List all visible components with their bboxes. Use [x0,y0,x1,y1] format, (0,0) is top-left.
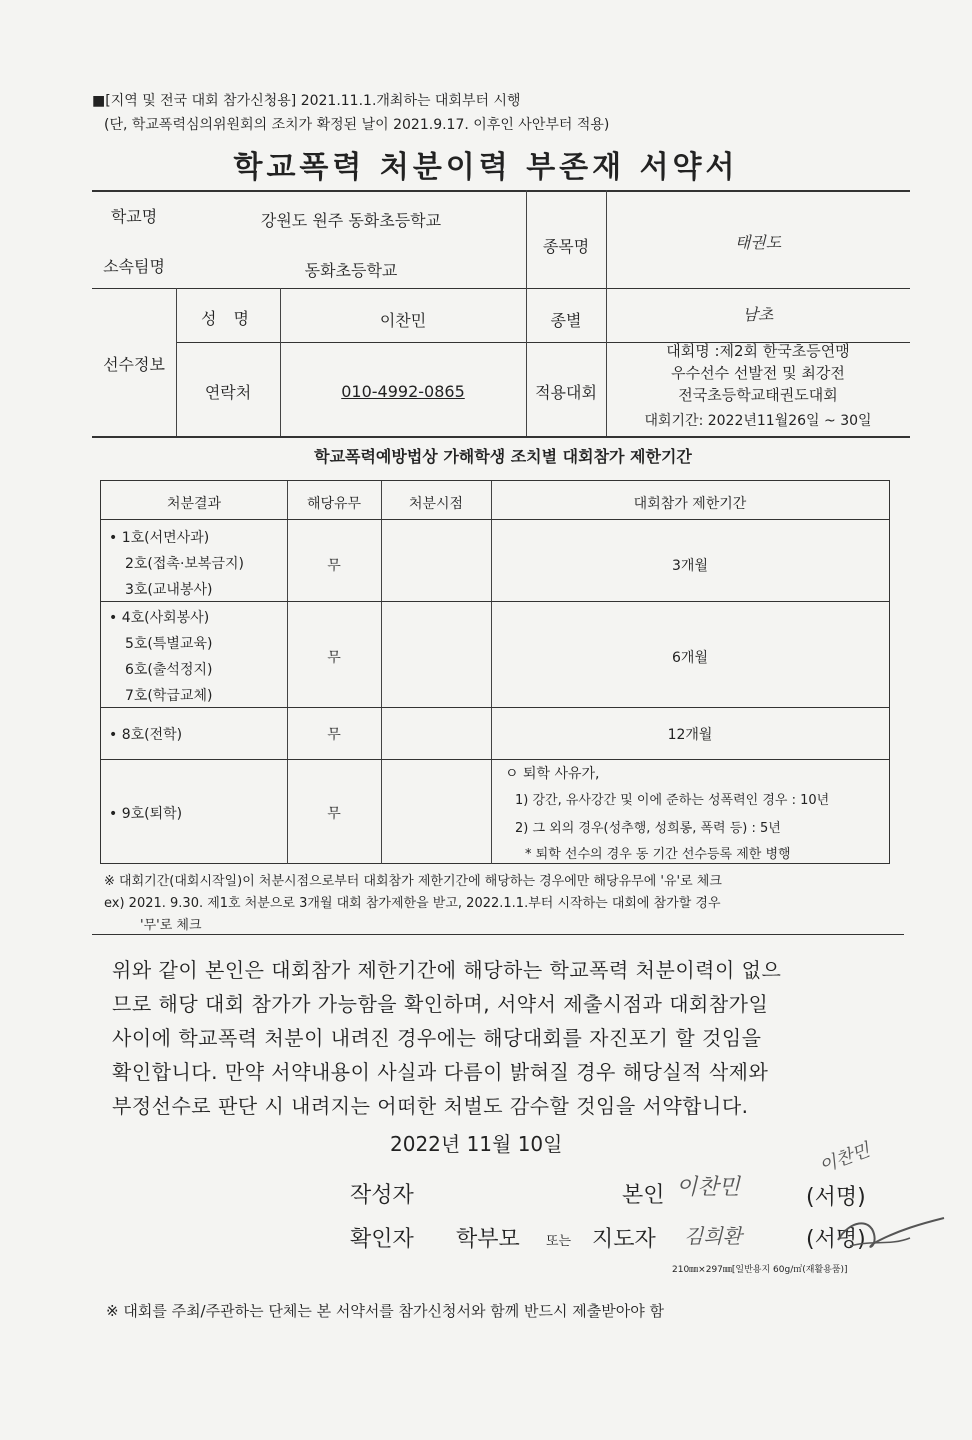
divider [381,481,382,864]
col-header-time: 처분시점 [408,496,464,512]
name-label: 성 명 [201,309,255,328]
document-title: 학교폭력 처분이력 부존재 서약서 [233,150,739,185]
status-cell: 무 [327,806,341,822]
event-period: 대회기간: 2022년11월26일 ~ 30일 [644,413,872,429]
notice-line-1: ■[지역 및 전국 대회 참가신청용] 2021.11.1.개최하는 대회부터 시행 [92,93,521,109]
event-name-line-2: 우수선수 선발전 및 최강전 [671,364,845,382]
sanction-item: • 1호(서면사과) [109,530,210,546]
sanction-item: 5호(특별교육) [125,636,213,652]
pledge-line: 부정선수로 판단 시 내려지는 어떠한 처벌도 감수할 것임을 서약합니다. [112,1094,749,1118]
sport-value: 태권도 [734,233,782,252]
col-header-result: 처분결과 [166,496,222,512]
limit-line: 2) 그 외의 경우(성추행, 성희롱, 폭력 등) : 5년 [515,821,781,836]
col-header-limit: 대회참가 제한기간 [633,496,747,512]
team-value: 동화초등학교 [304,261,398,280]
status-cell: 무 [327,558,341,574]
divider [92,436,910,438]
signature-scribble [830,1210,950,1256]
author-label: 작성자 [350,1183,414,1208]
sanction-item: • 8호(전학) [109,727,183,743]
limit-line: ㅇ 퇴학 사유가, [505,766,600,782]
status-cell: 무 [327,650,341,666]
limit-cell: 3개월 [672,558,708,574]
pledge-line: 위와 같이 본인은 대회참가 제한기간에 해당하는 학교폭력 처분이력이 없으 [112,958,782,982]
col-header-status: 해당유무 [306,496,362,512]
self-label: 본인 [622,1183,665,1208]
notice-line-2: (단, 학교폭력심의위원회의 조치가 확정된 날이 2021.9.17. 이후인 사안부터 적용) [104,117,610,133]
divider [101,519,889,520]
pledge-line: 사이에 학교폭력 처분이 내려진 경우에는 해당대회를 자진포기 할 것임을 [112,1026,762,1050]
limit-cell: 12개월 [667,727,713,743]
pledge-line: 확인합니다. 만약 서약내용이 사실과 다름이 밝혀질 경우 해당실적 삭제와 [112,1060,769,1084]
team-label: 소속팀명 [103,257,165,276]
divider [491,481,492,864]
divider [101,759,889,760]
limit-cell: 6개월 [672,650,708,666]
sign-label: (서명) [806,1185,866,1210]
divider [101,707,889,708]
table-subtitle: 학교폭력예방법상 가해학생 조치별 대회참가 제한기간 [314,447,692,466]
divider [92,934,904,935]
status-cell: 무 [327,727,341,743]
pledge-date: 2022년 11월 10일 [390,1132,563,1156]
parent-label: 학부모 [456,1227,520,1252]
self-handwritten-name: 이찬민 [676,1175,740,1200]
sanction-item: 6호(출석정지) [125,662,213,678]
or-label: 또는 [546,1234,572,1249]
sanction-item: 3호(교내봉사) [125,582,213,598]
school-label: 학교명 [110,207,158,226]
contact-label: 연락처 [204,383,252,402]
event-name-line-3: 전국초등학교태권도대회 [678,386,838,404]
school-value: 강원도 원주 동화초등학교 [260,211,442,230]
note-line-1: ※ 대회기간(대회시작일)이 처분시점으로부터 대회참가 제한기간에 해당하는 경우에만 해당유무에 '유'로 체크 [104,874,722,889]
coach-label: 지도자 [592,1227,656,1252]
gender-value: 남초 [742,305,774,324]
confirm-label: 확인자 [350,1227,414,1252]
event-label: 적용대회 [535,383,597,402]
name-value: 이찬민 [379,311,427,330]
pledge-line: 므로 해당 대회 참가가 가능함을 확인하며, 서약서 제출시점과 대회참가일 [112,992,769,1016]
note-line-2: ex) 2021. 9.30. 제1호 처분으로 3개월 대회 참가제한을 받고, 2022.1.1.부터 시작하는 대회에 참가할 경우 [104,896,721,911]
signature-mark: 이찬민 [816,1139,873,1178]
paper-spec: 210㎜×297㎜[일반용지 60g/㎡(재활용품)] [672,1265,848,1275]
player-info-label: 선수정보 [103,355,165,374]
coach-handwritten-name: 김희환 [684,1224,742,1248]
divider [92,288,910,289]
sanction-item: 2호(접촉·보복금지) [125,556,244,572]
limit-line: 1) 강간, 유사강간 및 이에 준하는 성폭력인 경우 : 10년 [515,793,830,808]
sanction-item: • 4호(사회봉사) [109,610,210,626]
gender-label: 종별 [550,311,582,330]
sanction-item: • 9호(퇴학) [109,806,183,822]
sport-label: 종목명 [542,237,590,256]
sanction-item: 7호(학급교체) [125,688,213,704]
limit-line: * 퇴학 선수의 경우 동 기간 선수등록 제한 병행 [525,847,791,862]
sign-label: (서명) [806,1227,866,1252]
footer-note: ※ 대회를 주최/주관하는 단체는 본 서약서를 참가신청서와 함께 반드시 제출받아야 함 [106,1302,664,1320]
divider [101,601,889,602]
divider [92,190,910,192]
event-name-line-1: 대회명 :제2회 한국초등연맹 [666,342,850,360]
contact-value: 010-4992-0865 [341,382,465,401]
note-line-3: '무'로 체크 [140,918,202,933]
sanction-table [100,480,890,864]
